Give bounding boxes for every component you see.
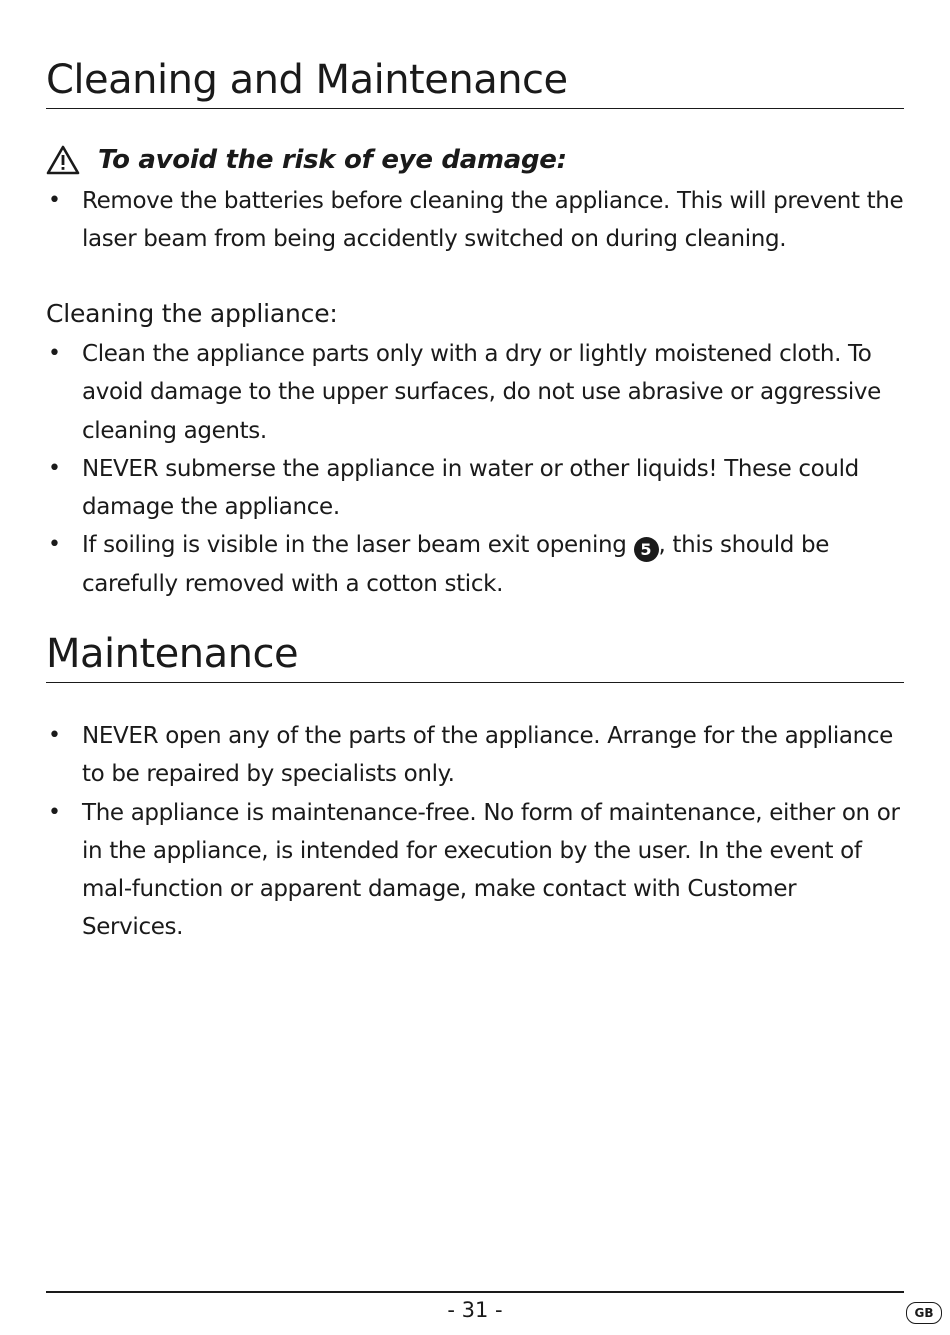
cleaning-list: [46, 335, 904, 603]
page-number: - 31 -: [447, 1298, 503, 1322]
title-divider: [46, 108, 904, 109]
list-item-text: The appliance is maintenance-free. No form of maintenance, either on or in the appliance, is intended for execution by the user. In the event of mal-function or apparent damage, make contact with Customer Services.: [82, 799, 900, 941]
language-badge: GB: [906, 1302, 942, 1324]
bullet: •: [48, 341, 61, 366]
manual-page: [46, 0, 904, 1335]
list-item-text-after-ref: , this should be carefully removed with a cotton stick.: [82, 532, 830, 597]
title-divider: [46, 682, 904, 683]
warning-triangle-icon: [46, 145, 80, 175]
list-item: [46, 717, 904, 794]
bullet: •: [48, 723, 61, 748]
section-title-maintenance: Maintenance: [46, 631, 299, 677]
warning-heading-text: To avoid the risk of eye damage:: [98, 145, 567, 175]
warning-list: [46, 182, 904, 259]
maintenance-list: [46, 717, 904, 947]
subsection-title-cleaning-the-appliance: Cleaning the appliance:: [46, 299, 338, 328]
footer-divider: [46, 1291, 904, 1293]
list-item: [46, 335, 904, 450]
bullet: •: [48, 455, 61, 481]
list-item-text: NEVER open any of the parts of the appliance. Arrange for the appliance to be repaired by specialists only.: [82, 723, 893, 788]
section-title-cleaning-and-maintenance: Cleaning and Maintenance: [46, 57, 568, 103]
list-item-text-before-ref: If soiling is visible in the laser beam exit opening: [82, 532, 634, 559]
list-item: [46, 182, 904, 259]
warning-heading: [46, 140, 567, 180]
list-item-text: Clean the appliance parts only with a dry or lightly moistened cloth. To avoid damage to the upper surfaces, do not use abrasive or aggressive cleaning agents.: [82, 341, 881, 444]
list-item-text: NEVER submerse the appliance in water or other liquids! These could damage the appliance.: [82, 455, 859, 521]
list-item-text: Remove the batteries before cleaning the appliance. This will prevent the laser beam from being accidently switched on during cleaning.: [82, 188, 904, 253]
list-item: [46, 450, 904, 527]
bullet: •: [48, 188, 61, 213]
list-item: [46, 794, 904, 947]
bullet: •: [48, 799, 61, 825]
bullet: •: [48, 532, 61, 558]
list-item: [46, 526, 904, 603]
reference-number-badge: 5: [634, 537, 659, 562]
